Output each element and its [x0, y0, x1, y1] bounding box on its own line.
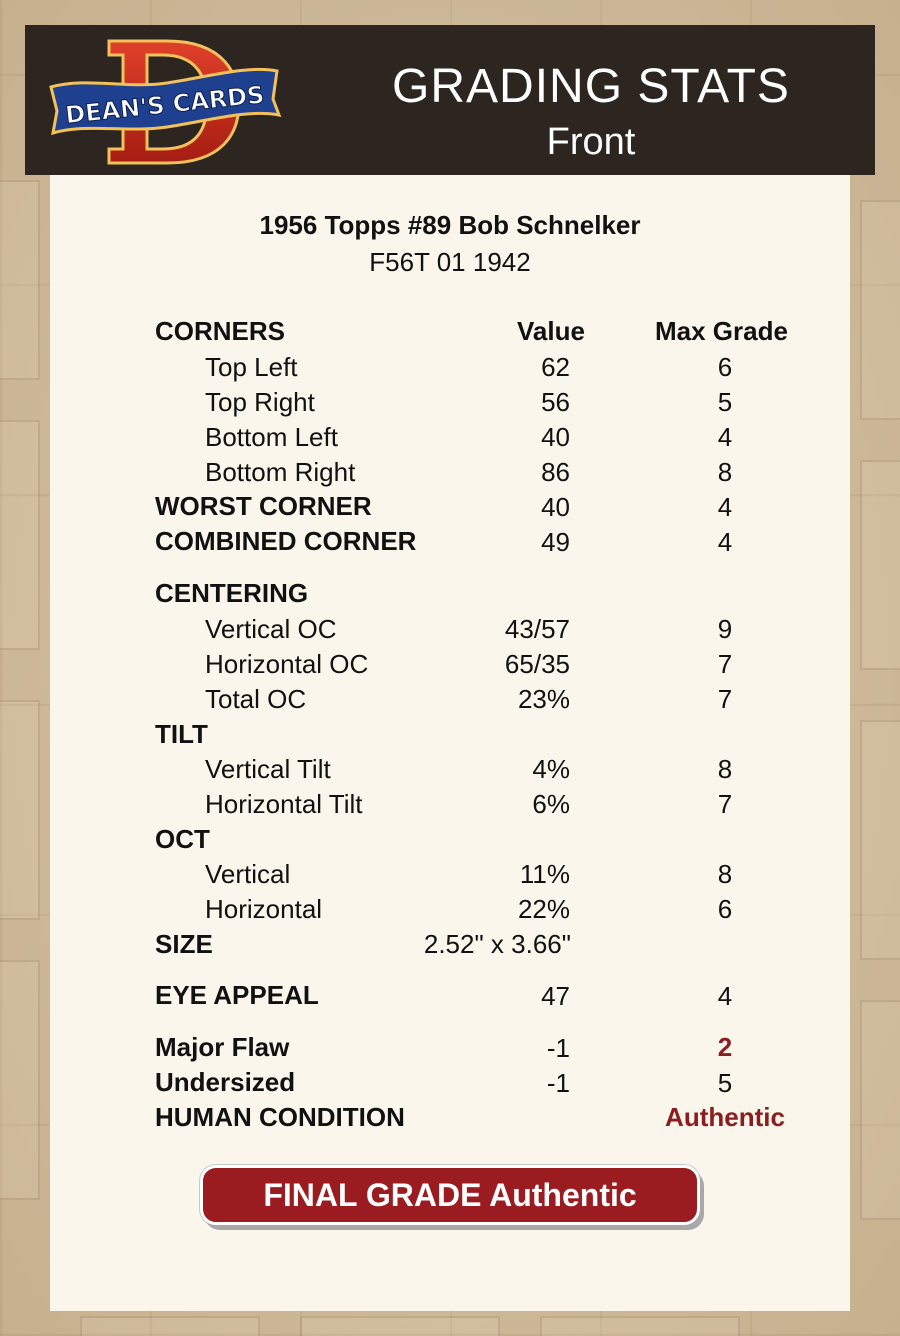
deans-cards-logo: [47, 37, 282, 167]
row-max-grade: 7: [717, 684, 733, 714]
row-label: Top Left: [205, 352, 298, 382]
row-max-grade: 6: [717, 352, 733, 382]
page-subtitle: Front: [546, 121, 636, 163]
row-value: 11%: [519, 859, 570, 889]
row-value: 22%: [517, 894, 570, 924]
row-label: Horizontal OC: [205, 649, 369, 679]
logo-text: DEAN'S CARDS: [63, 80, 266, 130]
card-name: 1956 Topps #89 Bob Schnelker: [259, 210, 641, 240]
row-value: 6%: [532, 789, 570, 819]
background-card: [860, 460, 900, 670]
final-grade-button[interactable]: [200, 1165, 700, 1225]
undersized-label: Undersized: [155, 1067, 296, 1097]
row-label: Vertical: [205, 859, 291, 889]
row-max-grade: 8: [717, 754, 733, 784]
row-label: Horizontal Tilt: [205, 789, 363, 819]
background-card: [0, 960, 40, 1200]
row-max-grade: 7: [717, 789, 733, 819]
row-max-grade: 5: [717, 387, 733, 417]
size-label: SIZE: [155, 929, 213, 959]
row-max-grade: 9: [717, 614, 733, 644]
card-id: F56T 01 1942: [369, 247, 531, 277]
eye-appeal-max-grade: 4: [717, 981, 733, 1011]
column-max-grade-header: Max Grade: [655, 316, 788, 346]
final-grade-label: FINAL GRADE: [263, 1177, 482, 1213]
grading-panel: [50, 175, 850, 1311]
row-label: Bottom Right: [205, 457, 356, 487]
row-value: 43/57: [504, 614, 570, 644]
header-bar: [25, 25, 875, 175]
section-corners-label: CORNERS: [155, 316, 286, 346]
combined-corner-max-grade: 4: [717, 527, 733, 557]
row-max-grade: 8: [717, 457, 733, 487]
page-title: GRADING STATS: [392, 60, 790, 113]
row-max-grade: 6: [717, 894, 733, 924]
background-card: [860, 720, 900, 960]
major-flaw-value: -1: [546, 1033, 570, 1063]
row-max-grade: 4: [717, 422, 733, 452]
background-card: [0, 700, 40, 920]
row-value: 40: [541, 422, 570, 452]
worst-corner-label: WORST CORNER: [155, 491, 372, 521]
background-card: [0, 420, 40, 650]
row-label: Vertical OC: [205, 614, 337, 644]
row-label: Vertical Tilt: [205, 754, 331, 784]
row-value: 62: [541, 352, 570, 382]
row-label: Top Right: [205, 387, 315, 417]
row-value: 4%: [532, 754, 570, 784]
undersized-max-grade: 5: [717, 1068, 733, 1098]
human-condition-label: HUMAN CONDITION: [155, 1102, 405, 1132]
row-max-grade: 8: [717, 859, 733, 889]
major-flaw-label: Major Flaw: [155, 1032, 290, 1062]
combined-corner-value: 49: [541, 527, 570, 557]
background-card: [860, 1000, 900, 1220]
size-value: 2.52" x 3.66": [423, 929, 571, 959]
row-label: Bottom Left: [205, 422, 338, 452]
eye-appeal-label: EYE APPEAL: [155, 980, 319, 1010]
row-value: 65/35: [504, 649, 570, 679]
human-condition-grade: Authentic: [665, 1102, 785, 1132]
row-max-grade: 7: [717, 649, 733, 679]
column-value-header: Value: [517, 316, 585, 346]
section-oct-label: OCT: [155, 824, 210, 854]
worst-corner-max-grade: 4: [717, 492, 733, 522]
eye-appeal-value: 47: [541, 981, 570, 1011]
row-label: Total OC: [205, 684, 307, 714]
section-centering-label: CENTERING: [155, 578, 309, 608]
combined-corner-label: COMBINED CORNER: [155, 526, 417, 556]
worst-corner-value: 40: [541, 492, 570, 522]
background-card: [80, 1316, 260, 1336]
background-card: [860, 200, 900, 420]
background-card: [300, 1316, 500, 1336]
row-value: 23%: [517, 684, 570, 714]
final-grade-value: Authentic: [489, 1177, 637, 1213]
major-flaw-max-grade: 2: [717, 1032, 733, 1062]
undersized-value: -1: [546, 1068, 570, 1098]
section-tilt-label: TILT: [155, 719, 208, 749]
background-card: [0, 180, 40, 380]
row-label: Horizontal: [205, 894, 323, 924]
row-value: 56: [541, 387, 570, 417]
background-card: [540, 1316, 740, 1336]
row-value: 86: [541, 457, 570, 487]
